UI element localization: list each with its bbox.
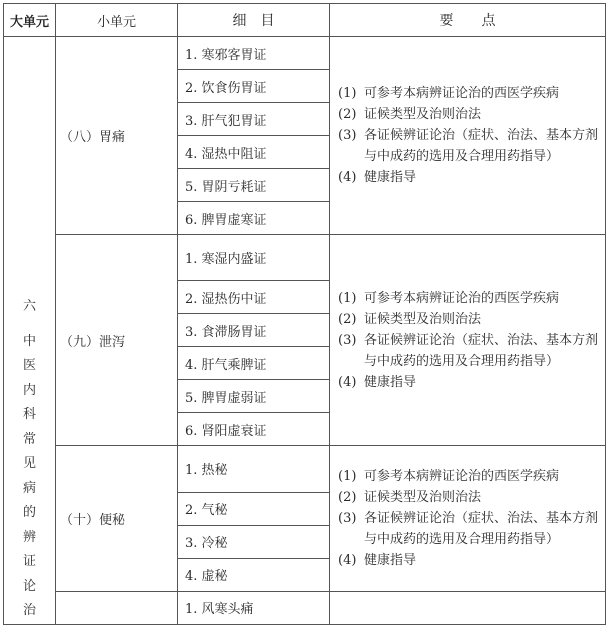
point-item [338, 104, 599, 125]
point-number: (2) [338, 489, 357, 505]
point-item [338, 508, 599, 550]
point-item [338, 309, 599, 330]
table-row [4, 446, 606, 492]
table-body [4, 37, 606, 625]
points-cell [330, 235, 606, 446]
detail-cell: 5. 胃阴亏耗证 [178, 169, 330, 202]
point-item [338, 487, 599, 508]
point-text: 可参考本病辨证论治的西医学疾病 [364, 86, 560, 101]
table-row [4, 235, 606, 281]
detail-cell: 2. 气秘 [178, 492, 330, 525]
minor-unit-cell [56, 235, 178, 446]
detail-cell: 3. 冷秘 [178, 525, 330, 558]
detail-cell: 3. 食滞肠胃证 [178, 314, 330, 347]
point-text: 各证候辨证论治（症状、治法、基本方剂与中成药的选用及合理用药指导） [364, 128, 599, 164]
minor-unit-label: （九）泄泻 [60, 334, 126, 350]
point-text: 证候类型及治则治法 [364, 489, 482, 505]
detail-cell: 4. 虚秘 [178, 558, 330, 591]
point-item [338, 125, 599, 167]
header-detail: 细 目 [178, 4, 330, 37]
point-number: (2) [338, 311, 357, 327]
point-text: 健康指导 [364, 170, 417, 185]
syllabus-table [3, 3, 606, 625]
point-text: 健康指导 [364, 374, 417, 390]
point-number: (3) [338, 332, 357, 348]
point-text: 各证候辨证论治（症状、治法、基本方剂与中成药的选用及合理用药指导） [364, 332, 599, 369]
point-text: 健康指导 [364, 552, 417, 568]
minor-unit-cell [56, 37, 178, 235]
detail-cell: 4. 湿热中阻证 [178, 136, 330, 169]
point-number: (3) [338, 510, 357, 526]
header-minor-unit: 小单元 [56, 4, 178, 37]
minor-unit-cell [56, 591, 178, 624]
point-number: (1) [338, 290, 357, 306]
minor-unit-label: （八）胃痛 [60, 130, 126, 145]
detail-cell: 2. 饮食伤胃证 [178, 70, 330, 103]
minor-unit-cell [56, 446, 178, 591]
detail-cell: 3. 肝气犯胃证 [178, 103, 330, 136]
point-number: (3) [338, 128, 357, 143]
table-row [4, 37, 606, 70]
point-text: 可参考本病辨证论治的西医学疾病 [364, 290, 560, 306]
point-item [338, 466, 599, 487]
points-cell [330, 37, 606, 235]
point-item [338, 372, 599, 393]
point-number: (4) [338, 552, 357, 568]
point-text: 证候类型及治则治法 [364, 311, 482, 327]
major-unit-number: 六 [22, 299, 36, 314]
point-number: (1) [338, 468, 357, 484]
point-item [338, 330, 599, 372]
point-text: 可参考本病辨证论治的西医学疾病 [364, 468, 560, 484]
point-item [338, 288, 599, 309]
detail-cell: 1. 寒湿内盛证 [178, 235, 330, 281]
point-item [338, 167, 599, 188]
point-item [338, 550, 599, 571]
detail-cell: 2. 湿热伤中证 [178, 281, 330, 314]
point-number: (1) [338, 86, 357, 101]
point-item [338, 83, 599, 104]
point-number: (4) [338, 170, 357, 185]
header-row [4, 4, 606, 37]
detail-cell: 1. 热秘 [178, 446, 330, 492]
point-text: 证候类型及治则治法 [364, 107, 482, 122]
detail-cell: 6. 脾胃虚寒证 [178, 202, 330, 235]
major-unit-title: 中医内科常见病的辨证论治 [22, 333, 36, 618]
points-cell [330, 591, 606, 624]
header-major-unit: 大单元 [4, 4, 56, 37]
detail-cell: 1. 风寒头痛 [178, 591, 330, 624]
major-unit-cell [4, 37, 56, 625]
point-text: 各证候辨证论治（症状、治法、基本方剂与中成药的选用及合理用药指导） [364, 510, 599, 547]
table-row [4, 591, 606, 624]
header-points: 要 点 [330, 4, 606, 37]
detail-cell: 6. 肾阳虚衰证 [178, 413, 330, 446]
point-number: (2) [338, 107, 357, 122]
point-number: (4) [338, 374, 357, 390]
minor-unit-label: （十）便秘 [60, 512, 126, 528]
points-cell [330, 446, 606, 591]
detail-cell: 5. 脾胃虚弱证 [178, 380, 330, 413]
detail-cell: 4. 肝气乘脾证 [178, 347, 330, 380]
detail-cell: 1. 寒邪客胃证 [178, 37, 330, 70]
